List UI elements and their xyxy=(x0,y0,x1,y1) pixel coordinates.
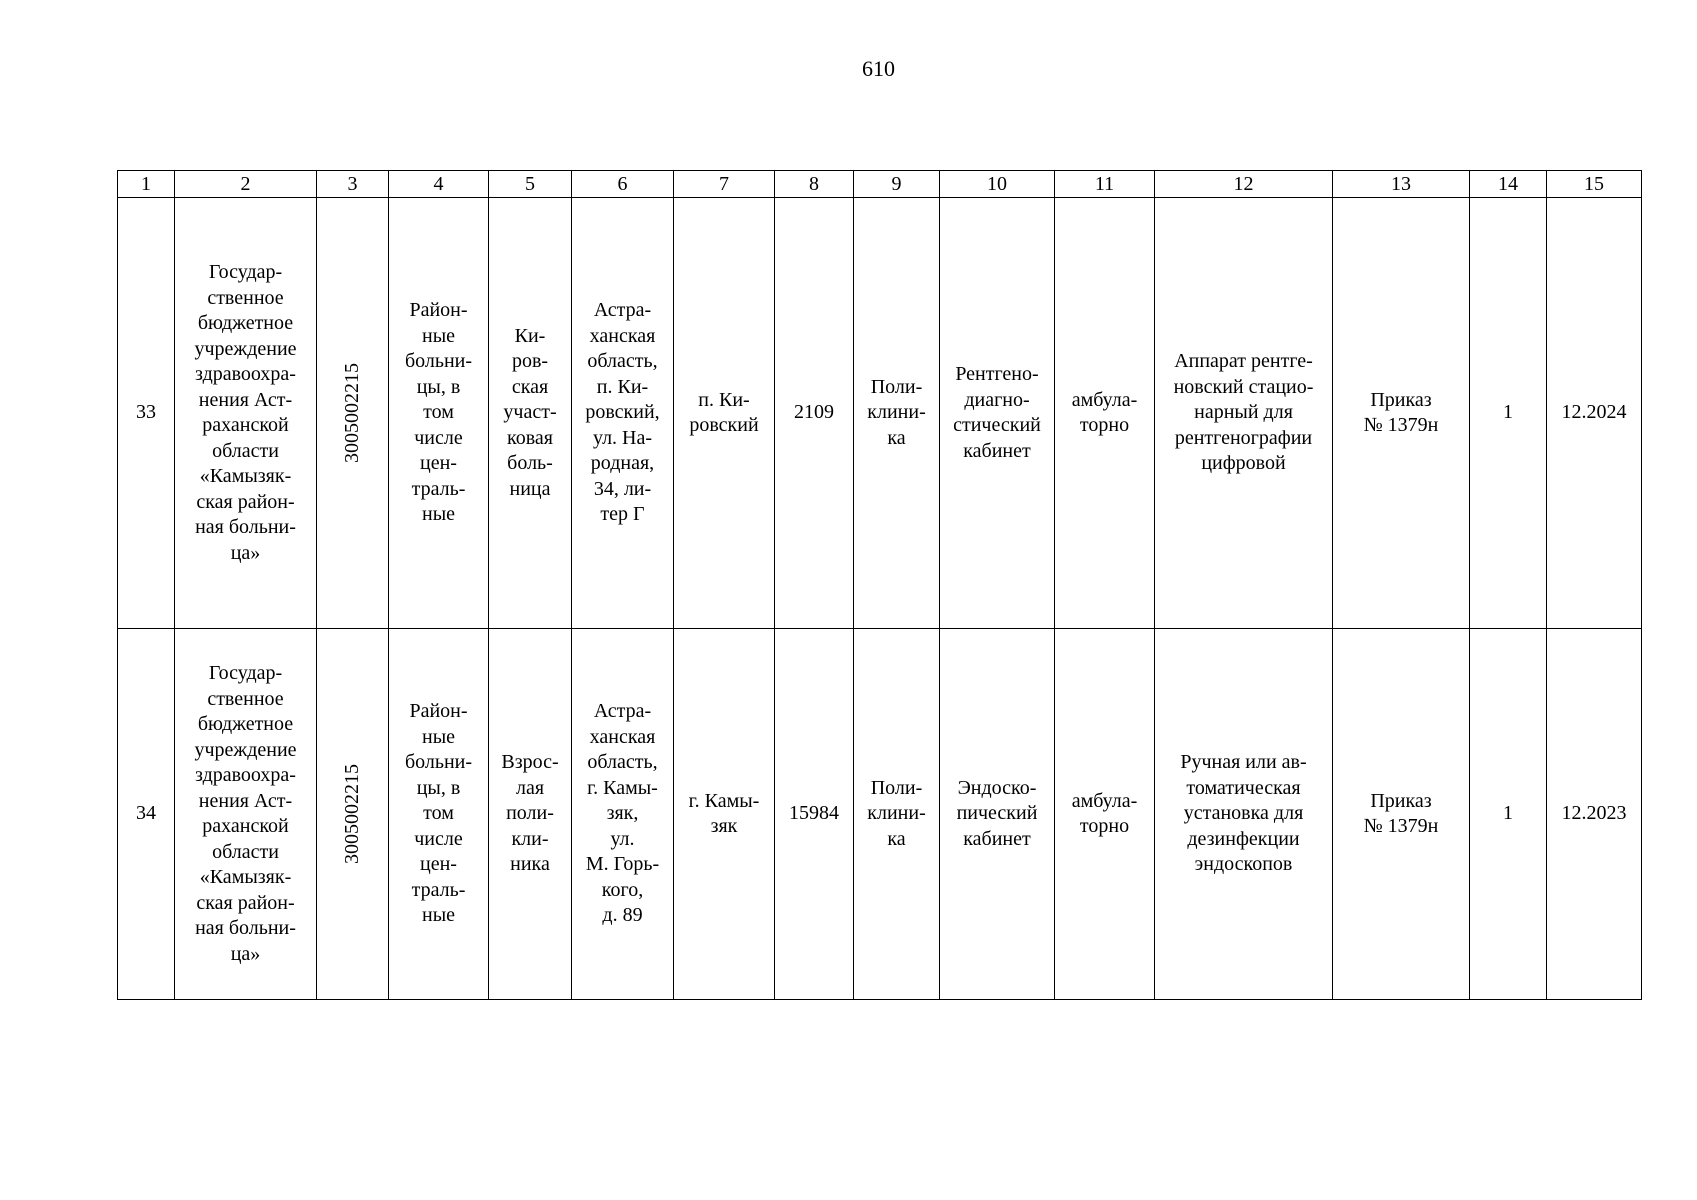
column-number-3: 3 xyxy=(317,171,389,198)
column-number-12: 12 xyxy=(1155,171,1333,198)
column-number-6: 6 xyxy=(572,171,674,198)
subdivision-name: Взрос- лая поли- кли- ника xyxy=(501,751,559,876)
subdivision-cell xyxy=(489,198,572,629)
settlement-cell xyxy=(674,629,775,1000)
row-number: 33 xyxy=(136,401,156,424)
organization-name: Государ- ственное бюджетное учреждение здравоохра- нения Аст- раханской области «Камызяк- ская район- ная больни- ца» xyxy=(194,261,297,564)
column-number-8: 8 xyxy=(775,171,854,198)
hospital-type-cell xyxy=(389,198,489,629)
date-cell xyxy=(1547,198,1642,629)
table-header-row xyxy=(118,171,1642,198)
inn-value: 3005002215 xyxy=(340,764,363,864)
organization-name: Государ- ственное бюджетное учреждение здравоохра- нения Аст- раханской области «Камызяк- ская район- ная больни- ца» xyxy=(194,662,297,965)
care-condition-cell xyxy=(1055,629,1155,1000)
column-number-9: 9 xyxy=(854,171,940,198)
column-number-13: 13 xyxy=(1333,171,1470,198)
population-cell xyxy=(775,629,854,1000)
page-number: 610 xyxy=(862,56,895,81)
equipment-cell xyxy=(1155,629,1333,1000)
settlement: п. Ки- ровский xyxy=(689,388,759,436)
order-reference: Приказ № 1379н xyxy=(1363,789,1439,837)
row-number: 34 xyxy=(136,802,156,825)
inn-cell xyxy=(317,629,389,1000)
row-number-cell xyxy=(118,629,175,1000)
column-number-15: 15 xyxy=(1547,171,1642,198)
equipment-name: Ручная или ав- томатическая установка для дезинфекции эндоскопов xyxy=(1180,751,1307,876)
hospital-type: Район- ные больни- цы, в том числе цен- траль- ные xyxy=(404,700,473,927)
address-cell xyxy=(572,629,674,1000)
address: Астра- ханская область, г. Камы- зяк, ул. М. Горь- кого, д. 89 xyxy=(585,700,660,927)
population: 2109 xyxy=(794,401,834,424)
cabinet-name: Рентгено- диагно- стический кабинет xyxy=(953,363,1041,462)
unit-type: Поли- клини- ка xyxy=(867,776,926,850)
column-number-11: 11 xyxy=(1055,171,1155,198)
column-number-4: 4 xyxy=(389,171,489,198)
population-cell xyxy=(775,198,854,629)
subdivision-cell xyxy=(489,629,572,1000)
date-value: 12.2024 xyxy=(1561,401,1627,424)
settlement: г. Камы- зяк xyxy=(688,789,760,837)
subdivision-name: Ки- ров- ская участ- ковая боль- ница xyxy=(503,324,557,500)
quantity-cell xyxy=(1470,629,1547,1000)
hospital-type: Район- ные больни- цы, в том числе цен- траль- ные xyxy=(404,299,473,526)
hospital-type-cell xyxy=(389,629,489,1000)
address: Астра- ханская область, п. Ки- ровский, ул. На- родная, 34, ли- тер Г xyxy=(585,299,660,526)
settlement-cell xyxy=(674,198,775,629)
address-cell xyxy=(572,198,674,629)
column-number-14: 14 xyxy=(1470,171,1547,198)
equipment-name: Аппарат рентге- новский стацио- нарный для рентгенографии цифровой xyxy=(1173,350,1314,475)
inn-value: 3005002215 xyxy=(340,363,363,463)
organization-cell xyxy=(175,198,317,629)
order-reference: Приказ № 1379н xyxy=(1363,388,1439,436)
equipment-cell xyxy=(1155,198,1333,629)
table-row xyxy=(118,198,1642,629)
cabinet-cell xyxy=(940,198,1055,629)
organization-cell xyxy=(175,629,317,1000)
equipment-table xyxy=(117,170,1642,1000)
care-condition-cell xyxy=(1055,198,1155,629)
unit-type: Поли- клини- ка xyxy=(867,375,926,449)
cabinet-name: Эндоско- пический кабинет xyxy=(956,776,1038,850)
date-value: 12.2023 xyxy=(1561,802,1627,825)
care-condition: амбула- торно xyxy=(1071,388,1138,436)
column-number-7: 7 xyxy=(674,171,775,198)
table-row xyxy=(118,629,1642,1000)
column-number-1: 1 xyxy=(118,171,175,198)
unit-type-cell xyxy=(854,629,940,1000)
column-number-5: 5 xyxy=(489,171,572,198)
quantity: 1 xyxy=(1503,802,1513,825)
row-number-cell xyxy=(118,198,175,629)
column-number-10: 10 xyxy=(940,171,1055,198)
quantity-cell xyxy=(1470,198,1547,629)
unit-type-cell xyxy=(854,198,940,629)
cabinet-cell xyxy=(940,629,1055,1000)
date-cell xyxy=(1547,629,1642,1000)
inn-cell xyxy=(317,198,389,629)
order-cell xyxy=(1333,629,1470,1000)
care-condition: амбула- торно xyxy=(1071,789,1138,837)
quantity: 1 xyxy=(1503,401,1513,424)
population: 15984 xyxy=(789,802,839,825)
column-number-2: 2 xyxy=(175,171,317,198)
order-cell xyxy=(1333,198,1470,629)
